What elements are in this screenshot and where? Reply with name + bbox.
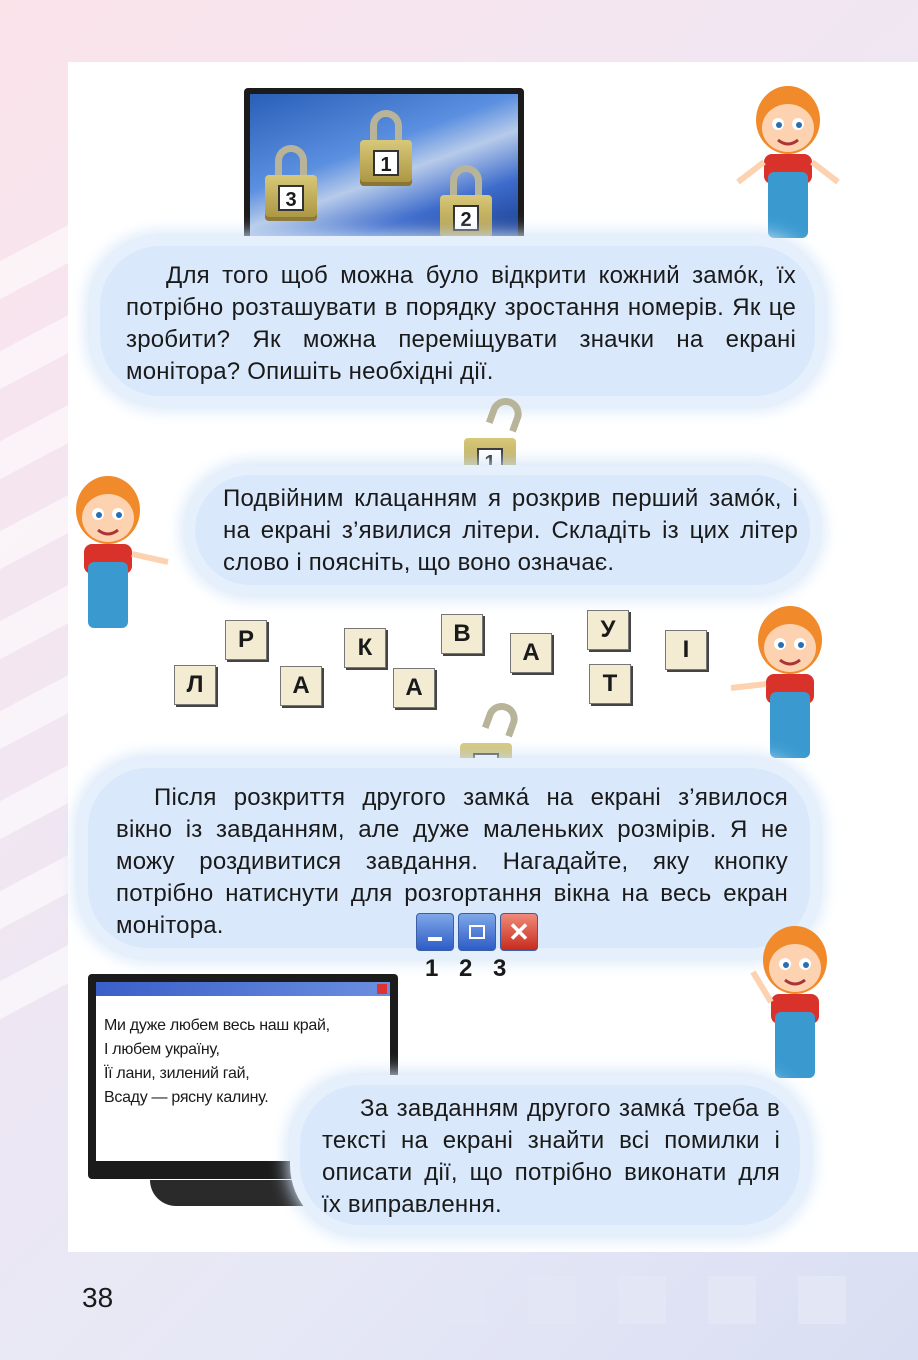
speech-bubble-4 (300, 1085, 800, 1225)
letter-tile[interactable]: А (510, 633, 552, 673)
window-button-numbers: 1 2 3 (425, 955, 507, 982)
letter-tile[interactable]: В (441, 614, 483, 654)
letter-tile[interactable]: Л (174, 665, 216, 705)
screen-text (104, 1014, 330, 1110)
lock-number: 1 (477, 448, 503, 474)
bubble-4-text: За завданням другого замка́ треба в тексті на екрані знайти всі помилки і описати дії, що потрібно виконати для їх виправлення. (322, 1095, 780, 1218)
window-close-icon[interactable] (377, 984, 387, 994)
screen-text-line: Ми дуже любем весь наш край, (104, 1017, 330, 1034)
lock-2-icon[interactable] (440, 165, 492, 241)
close-icon[interactable]: ✕ (500, 913, 538, 951)
letter-tile[interactable]: К (344, 628, 386, 668)
bubble-3-text: Після розкриття другого замка́ на екрані з’явилося вікно із завданням, але дуже маленьких розмірів. Я не можу роздивитися завдання. Нагадайте, яку кнопку потрібно натиснути для розгортання вікна на весь екран монітора. (116, 784, 788, 939)
lock-number: 1 (373, 150, 399, 176)
window-control-buttons (416, 913, 538, 951)
boy-character-illustration (735, 912, 850, 1087)
boy-character-illustration (48, 462, 178, 637)
screen-text-line: Всаду — рясну калину. (104, 1089, 269, 1106)
lock-number: 2 (453, 205, 479, 231)
boy-character-illustration (725, 592, 850, 767)
window-titlebar (96, 982, 390, 996)
letter-tile[interactable]: Р (225, 620, 267, 660)
bubble-1-text: Для того щоб можна було відкрити кожний замо́к, їх потрібно розташувати в порядку зростання номерів. Як це зробити? Як можна переміщувати значки на екрані монітора? Опишіть необхідні дії. (126, 262, 796, 385)
decorative-square (528, 1276, 576, 1324)
decorative-square (708, 1276, 756, 1324)
letter-tile[interactable]: Т (589, 664, 631, 704)
bubble-2-text: Подвійним клацанням я розкрив перший замо́к, і на екрані з’явилися літери. Складіть із цих літер слово і поясніть, що воно означає. (223, 485, 798, 576)
page-number: 38 (82, 1282, 114, 1313)
decorative-square (798, 1276, 846, 1324)
maximize-icon[interactable] (458, 913, 496, 951)
lock-1-icon[interactable] (360, 110, 412, 186)
minimize-icon[interactable] (416, 913, 454, 951)
letter-tile[interactable]: У (587, 610, 629, 650)
decorative-square (618, 1276, 666, 1324)
speech-bubble-2 (195, 475, 810, 585)
letter-tile[interactable]: І (665, 630, 707, 670)
screen-text-line: І любем украïну, (104, 1041, 220, 1058)
speech-bubble-1 (100, 246, 815, 396)
lock-3-icon[interactable] (265, 145, 317, 221)
open-lock-1-icon (464, 408, 516, 484)
screen-text-line: Ïï лани, зилений гай, (104, 1065, 250, 1082)
letter-tile[interactable]: А (393, 668, 435, 708)
lock-number: 3 (278, 185, 304, 211)
letter-tile[interactable]: А (280, 666, 322, 706)
decorative-square (438, 1276, 486, 1324)
boy-character-illustration (728, 72, 848, 242)
